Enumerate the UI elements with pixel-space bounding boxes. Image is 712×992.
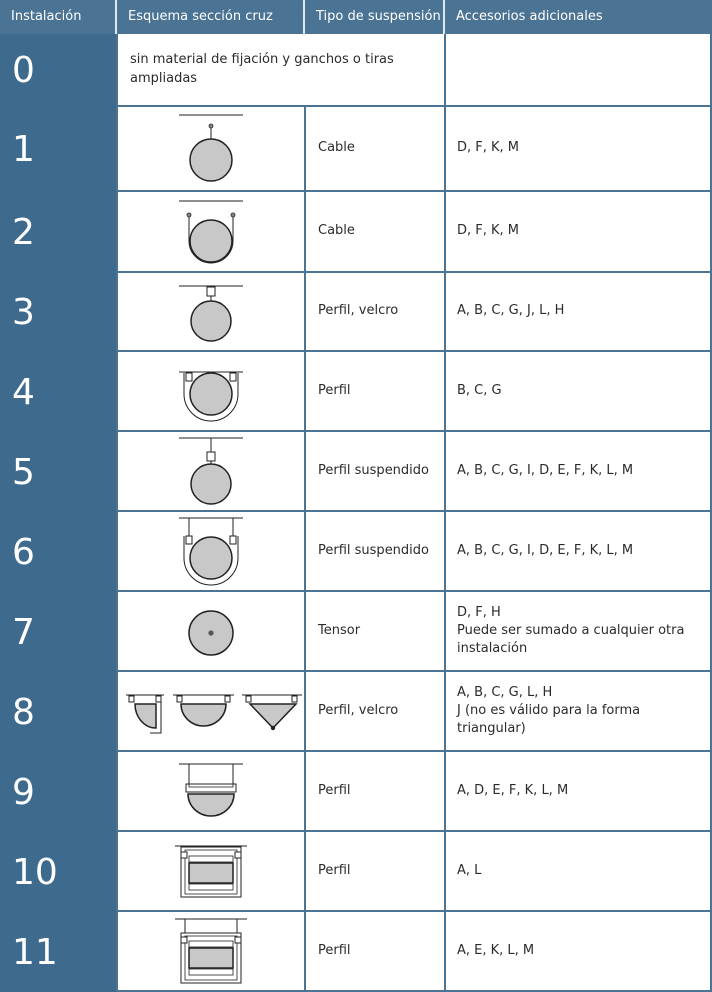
accessories-cell	[444, 192, 712, 273]
quarter-half-triangle-icon	[120, 678, 302, 744]
suspension-type: Perfil	[304, 752, 444, 832]
suspension-type: Tensor	[304, 592, 444, 672]
table-row	[0, 832, 712, 912]
table-row	[0, 107, 712, 192]
schema-cell	[116, 752, 304, 832]
schema-cell	[116, 352, 304, 432]
suspension-type: Perfil	[304, 352, 444, 432]
accessory-line: A, B, C, G, J, L, H	[457, 303, 565, 319]
accessory-line: A, D, E, F, K, L, M	[457, 782, 569, 798]
header-schema: Esquema sección cruz	[128, 9, 273, 24]
installation-number: 5	[0, 432, 116, 512]
circle-suspended-single-icon	[171, 434, 251, 508]
table-row	[0, 273, 712, 352]
schema-cell	[116, 832, 304, 912]
accessories-cell	[444, 592, 712, 672]
schema-cell	[116, 432, 304, 512]
accessories-cell	[444, 672, 712, 752]
schema-cell	[116, 672, 304, 752]
accessories-cell	[444, 352, 712, 432]
suspension-type: Perfil suspendido	[304, 432, 444, 512]
accessory-line: B, C, G	[457, 382, 502, 398]
accessories-cell	[444, 432, 712, 512]
installation-number: 3	[0, 273, 116, 352]
accessory-line: D, F, H	[457, 604, 501, 620]
accessories-cell	[444, 912, 712, 992]
installation-number: 6	[0, 512, 116, 592]
installation-number: 8	[0, 672, 116, 752]
suspension-type: Cable	[304, 192, 444, 273]
header-accessories: Accesorios adicionales	[456, 9, 603, 24]
installation-number: 2	[0, 192, 116, 273]
accessories-cell	[444, 832, 712, 912]
circle-profile-velcro-icon	[171, 277, 251, 347]
suspension-type: Perfil, velcro	[304, 672, 444, 752]
circle-tensor-icon	[171, 596, 251, 666]
table-row	[0, 34, 712, 107]
table-header	[0, 0, 712, 34]
suspension-type: Cable	[304, 107, 444, 192]
schema-cell	[116, 592, 304, 672]
accessory-line: A, B, C, G, L, H	[457, 684, 553, 700]
header-suspension: Tipo de suspensión	[316, 9, 441, 24]
table-row	[0, 192, 712, 273]
table-row	[0, 912, 712, 992]
suspension-type: Perfil, velcro	[304, 273, 444, 352]
table-row	[0, 672, 712, 752]
circle-double-cable-icon	[171, 195, 251, 269]
suspension-type: Perfil	[304, 832, 444, 912]
schema-cell	[116, 107, 304, 192]
accessory-line: Puede ser sumado a cualquier otra	[457, 622, 685, 638]
schema-cell	[116, 192, 304, 273]
accessories-cell	[444, 512, 712, 592]
circle-profile-icon	[171, 356, 251, 426]
installation-number: 10	[0, 832, 116, 912]
table-row	[0, 432, 712, 512]
accessory-line: A, L	[457, 862, 482, 878]
circle-suspended-double-icon	[171, 514, 251, 588]
accessory-line: A, B, C, G, I, D, E, F, K, L, M	[457, 462, 634, 478]
schema-cell	[116, 512, 304, 592]
accessory-line: D, F, K, M	[457, 223, 520, 239]
table-row	[0, 512, 712, 592]
rectangle-suspended-frame-icon	[171, 915, 251, 987]
installation-number: 11	[0, 912, 116, 992]
schema-cell	[116, 273, 304, 352]
accessory-line: D, F, K, M	[457, 140, 520, 156]
installation-number: 0	[0, 34, 116, 107]
installation-number: 1	[0, 107, 116, 192]
row-description: sin material de fijación y ganchos o tiras ampliadas	[116, 34, 444, 107]
installation-number: 4	[0, 352, 116, 432]
suspension-type: Perfil	[304, 912, 444, 992]
accessories-cell	[444, 752, 712, 832]
schema-cell	[116, 912, 304, 992]
table-row	[0, 592, 712, 672]
accessory-line: A, E, K, L, M	[457, 942, 535, 958]
rectangle-frame-icon	[171, 838, 251, 904]
circle-single-cable-icon	[171, 112, 251, 186]
accessory-line: J (no es válido para la forma triangular)	[457, 702, 641, 737]
header-installation: Instalación	[11, 9, 82, 24]
table-row	[0, 752, 712, 832]
installation-number: 9	[0, 752, 116, 832]
table-row	[0, 352, 712, 432]
half-circle-frame-icon	[171, 754, 251, 828]
accessories-cell	[444, 273, 712, 352]
accessory-line: instalación	[457, 641, 528, 657]
accessories-cell	[444, 34, 712, 107]
accessory-line: A, B, C, G, I, D, E, F, K, L, M	[457, 542, 634, 558]
suspension-type: Perfil suspendido	[304, 512, 444, 592]
accessories-cell	[444, 107, 712, 192]
installation-number: 7	[0, 592, 116, 672]
